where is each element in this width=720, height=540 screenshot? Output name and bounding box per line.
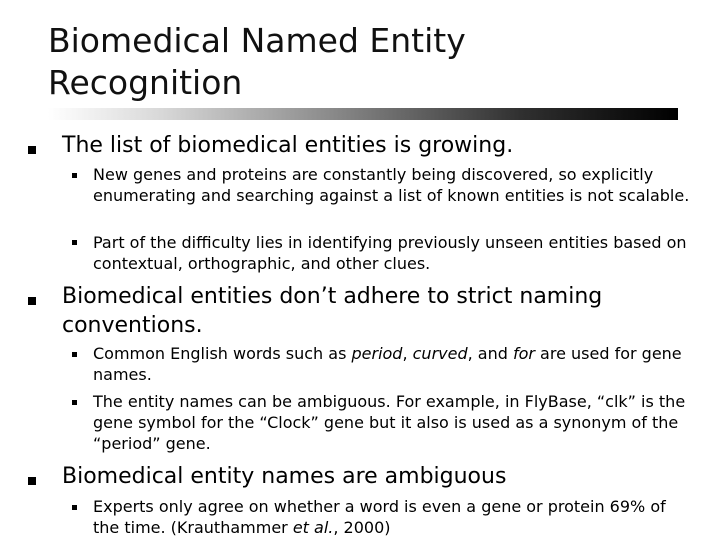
- sub-bullet-marker: [72, 505, 77, 510]
- bullet-text: The list of biomedical entities is growing.: [62, 133, 514, 158]
- italic-term: period: [351, 344, 403, 363]
- italic-term: et al.: [292, 518, 334, 537]
- sub-bullet-text: The entity names can be ambiguous. For example, in FlyBase, “clk” is the gene symbol for the “Clock” gene but it also is used as a synonym of the “period” gene.: [93, 392, 686, 453]
- text-run: ,: [402, 344, 413, 363]
- sub-bullet-marker: [72, 352, 77, 357]
- text-run: , 2000): [333, 518, 391, 537]
- italic-term: for: [512, 344, 535, 363]
- sub-bullet-text: [93, 343, 693, 385]
- text-run: , and: [467, 344, 513, 363]
- text-run: Experts only agree on whether a word is even a gene or protein 69% of the time. (Krauthammer: [93, 497, 666, 537]
- italic-term: curved: [412, 344, 468, 363]
- bullet-text: Biomedical entity names are ambiguous: [62, 464, 507, 489]
- slide-title: [48, 20, 688, 104]
- bullet-marker: [28, 477, 36, 485]
- text-run: Common English words such as: [93, 344, 352, 363]
- text-run: are used for gene names.: [93, 344, 682, 384]
- bullet-marker: [28, 297, 36, 305]
- slide-title-line-2: Recognition: [48, 63, 243, 102]
- bullet-marker: [28, 146, 36, 154]
- title-divider: [48, 108, 678, 120]
- slide-title-line-1: Biomedical Named Entity: [48, 21, 466, 60]
- sub-bullet-marker: [72, 173, 77, 178]
- sub-bullet-marker: [72, 400, 77, 405]
- bullet-text: Biomedical entities don’t adhere to strict naming conventions.: [62, 284, 603, 338]
- sub-bullet-text: Part of the difficulty lies in identifying previously unseen entities based on contextual, orthographic, and other clues.: [93, 233, 687, 273]
- sub-bullet-text: [93, 496, 693, 538]
- sub-bullet-marker: [72, 240, 77, 245]
- sub-bullet-text: New genes and proteins are constantly being discovered, so explicitly enumerating and searching against a list of known entities is not scalable.: [93, 165, 690, 205]
